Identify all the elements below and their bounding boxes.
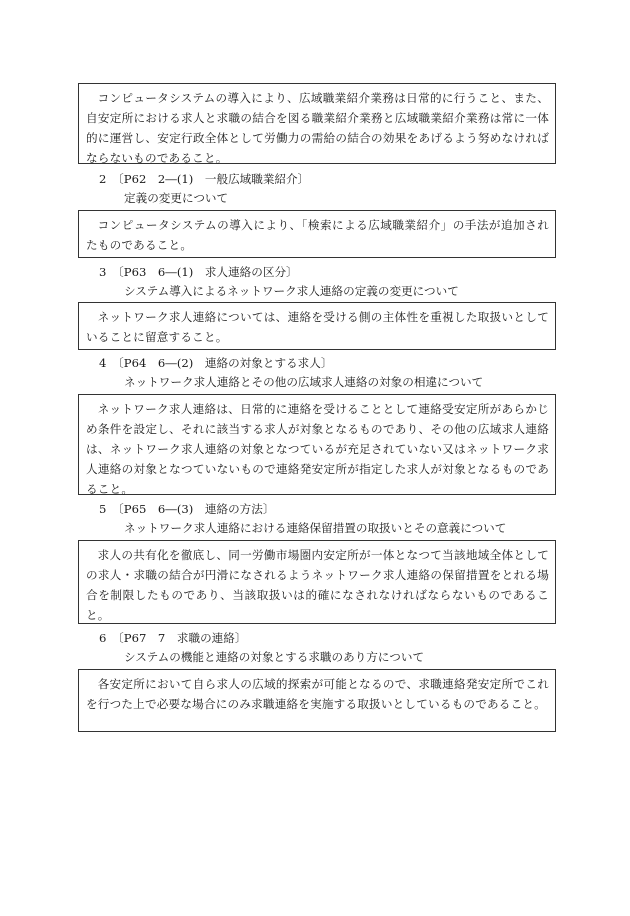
item-2-subheading: 定義の変更について	[124, 191, 229, 205]
item-4-heading: 4 〔P64 6―(2) 連絡の対象とする求人〕	[99, 356, 333, 370]
intro-box: コンピュータシステムの導入により、広域職業紹介業務は日常的に行うこと、また、自安定所における求人と求職の結合を図る職業紹介業務と広域職業紹介業務は常に一体的に運営し、安定行政全体として労働力の需給の結合の効果をあげるよう努めなければならないものであること。	[78, 83, 556, 164]
item-3-box: ネットワーク求人連絡については、連絡を受ける側の主体性を重視した取扱いとしていることに留意すること。	[78, 302, 556, 350]
item-3-heading: 3 〔P63 6―(1) 求人連絡の区分〕	[99, 265, 298, 279]
item-2-heading: 2 〔P62 2―(1) 一般広域職業紹介〕	[99, 172, 310, 186]
item-4-box: ネットワーク求人連絡は、日常的に連絡を受けることとして連絡受安定所があらかじめ条件を設定し、それに該当する求人が対象となるものであり、その他の広域求人連絡は、ネットワーク求人連絡の対象となつているが充足されていない又はネットワーク求人連絡の対象となつていないもので連絡発安定所が指定した求人が対象となるものであること。	[78, 394, 556, 495]
item-6-box: 各安定所において自ら求人の広域的探索が可能となるので、求職連絡発安定所でこれを行つた上で必要な場合にのみ求職連絡を実施する取扱いとしているものであること。	[78, 669, 556, 732]
item-5-heading: 5 〔P65 6―(3) 連絡の方法〕	[99, 502, 275, 516]
item-6-subheading: システムの機能と連絡の対象とする求職のあり方について	[124, 650, 425, 664]
item-5-subheading: ネットワーク求人連絡における連絡保留措置の取扱いとその意義について	[124, 521, 507, 535]
item-4-subheading: ネットワーク求人連絡とその他の広域求人連絡の対象の相違について	[124, 375, 484, 389]
item-2-box: コンピュータシステムの導入により、「検索による広域職業紹介」の手法が追加されたものであること。	[78, 210, 556, 258]
item-5-box: 求人の共有化を徹底し、同一労働市場圏内安定所が一体となつて当該地域全体としての求人・求職の結合が円滑になされるようネットワーク求人連絡の保留措置をとれる場合を制限したものであり、当該取扱いは的確になされなければならないものであること。	[78, 540, 556, 624]
item-6-heading: 6 〔P67 7 求職の連絡〕	[99, 631, 247, 645]
item-3-subheading: システム導入によるネットワーク求人連絡の定義の変更について	[124, 284, 459, 298]
